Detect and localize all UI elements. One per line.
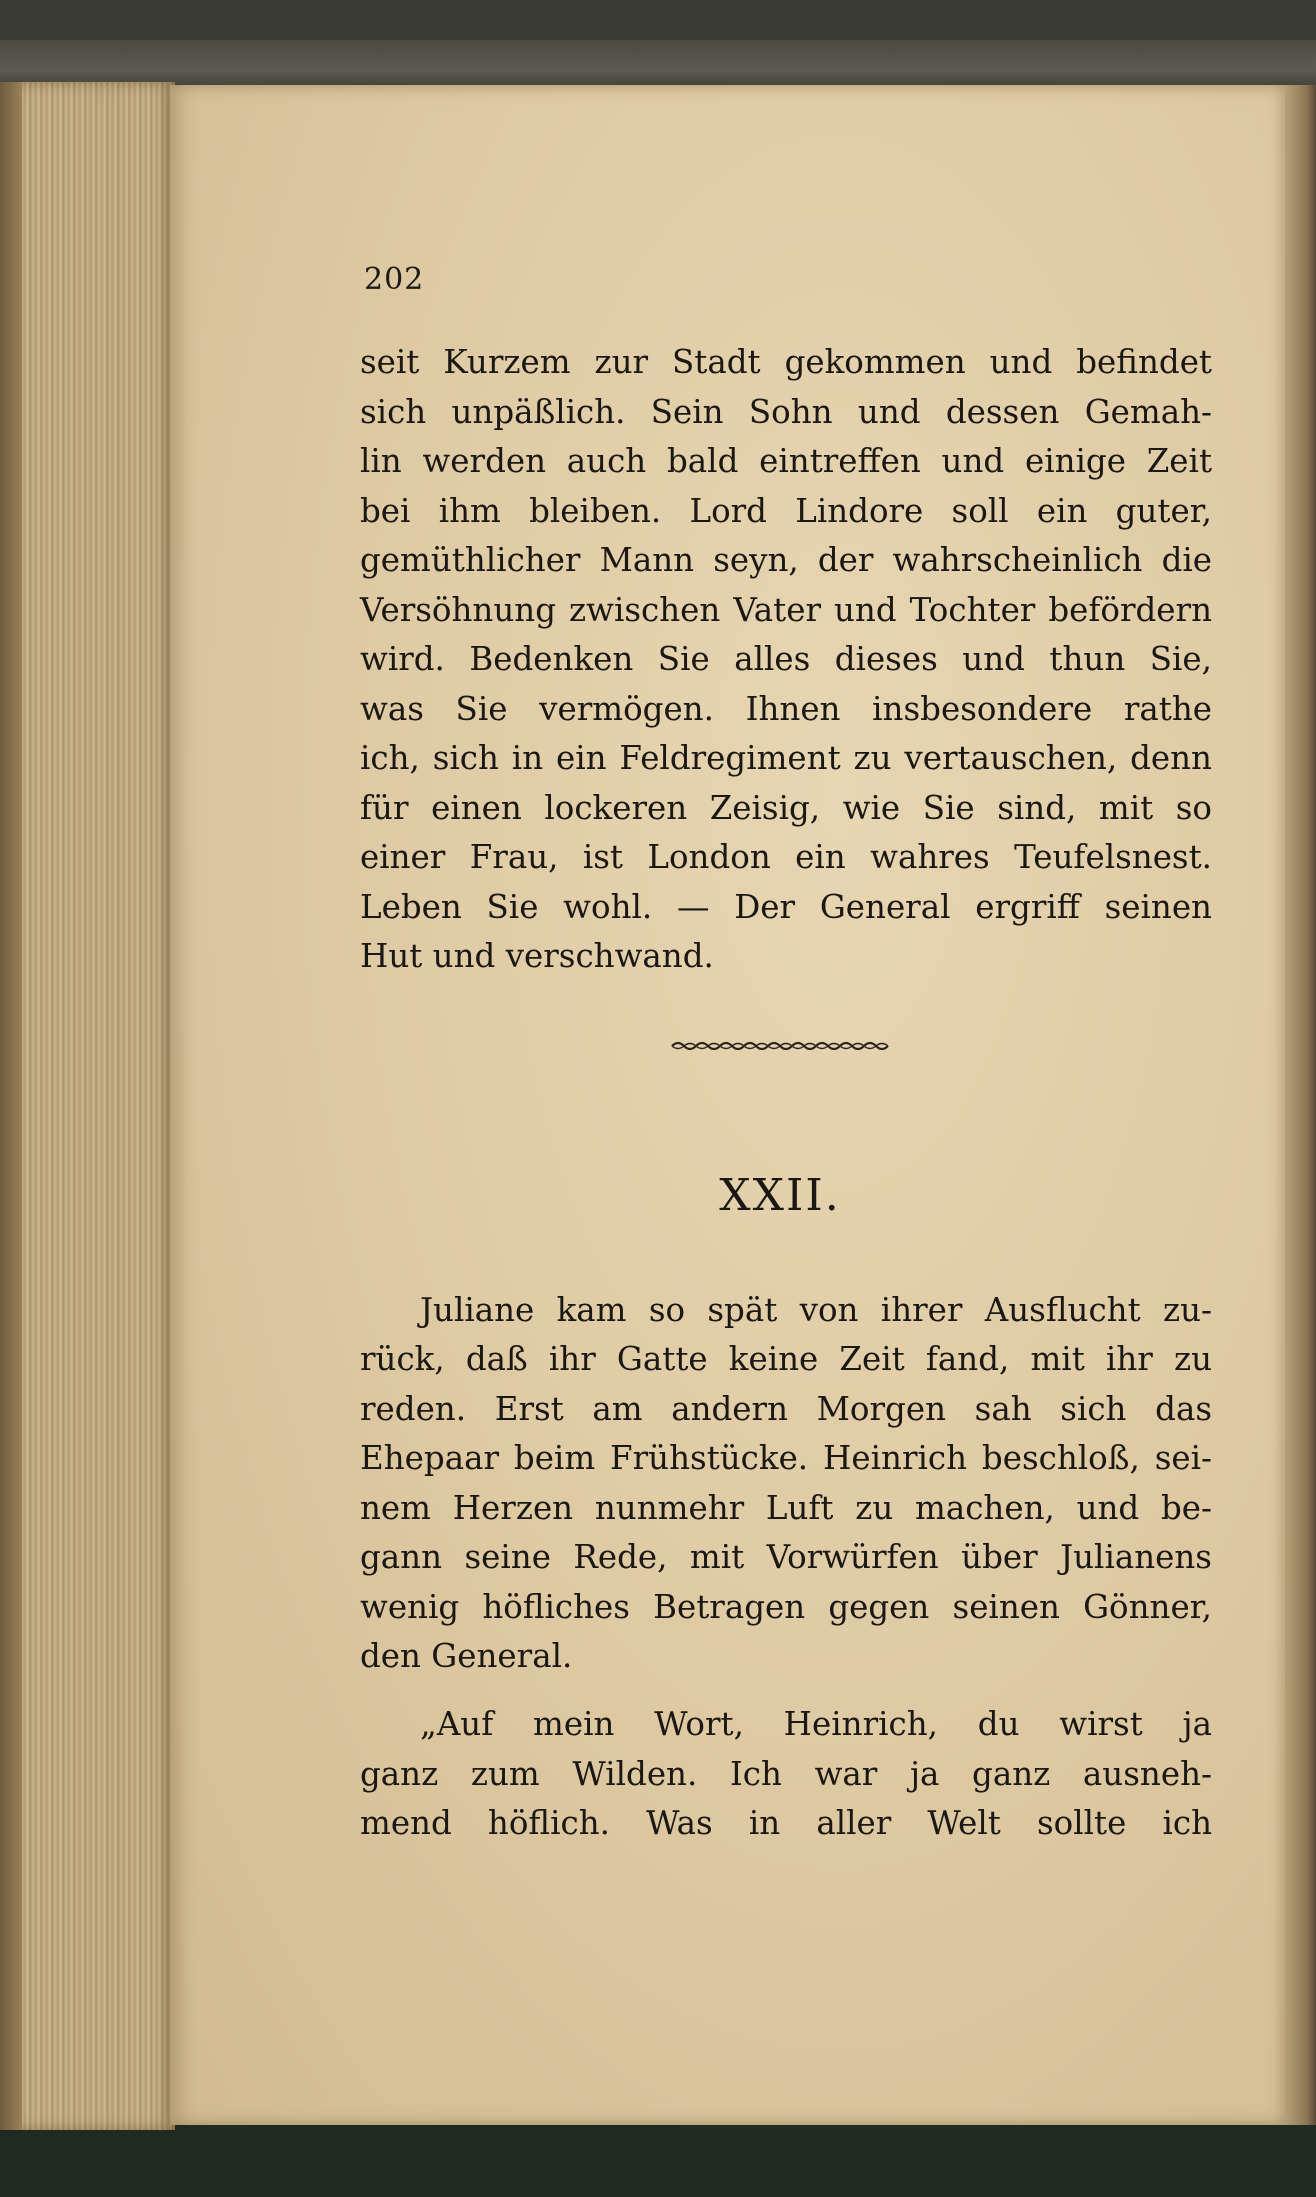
text-line: Ehepaar beim Frühstücke. Heinrich beschloß, sei- <box>360 1439 1212 1477</box>
text-line: gann seine Rede, mit Vorwürfen über Julianens <box>360 1538 1212 1576</box>
book-spine-top <box>0 40 1316 90</box>
text-line: seit Kurzem zur Stadt gekommen und befindet <box>360 343 1212 381</box>
text-line: für einen lockeren Zeisig, wie Sie sind, mit so <box>360 789 1212 827</box>
page-edges-left <box>0 82 175 2130</box>
chapter-heading: XXII. <box>719 1170 841 1221</box>
text-line: Versöhnung zwischen Vater und Tochter befördern <box>360 591 1212 629</box>
text-line: den General. <box>360 1637 573 1675</box>
text-line: wird. Bedenken Sie alles dieses und thun Sie, <box>360 640 1212 678</box>
text-line: ich, sich in ein Feldregiment zu vertauschen, denn <box>360 739 1212 777</box>
text-line: was Sie vermögen. Ihnen insbesondere rathe <box>360 690 1212 728</box>
text-line: „Auf mein Wort, Heinrich, du wirst ja <box>420 1705 1212 1743</box>
text-line: reden. Erst am andern Morgen sah sich das <box>360 1390 1212 1428</box>
text-line: einer Frau, ist London ein wahres Teufelsnest. <box>360 838 1212 876</box>
text-line: Juliane kam so spät von ihrer Ausflucht zu- <box>420 1291 1212 1329</box>
page-edge-right <box>1284 85 1316 2125</box>
text-line: gemüthlicher Mann seyn, der wahrscheinlich die <box>360 541 1212 579</box>
text-line: nem Herzen nunmehr Luft zu machen, und be- <box>360 1489 1212 1527</box>
text-line: sich unpäßlich. Sein Sohn und dessen Gemah- <box>360 393 1212 431</box>
text-line: rück, daß ihr Gatte keine Zeit fand, mit ihr zu <box>360 1340 1212 1378</box>
page-number: 202 <box>364 262 425 297</box>
text-line: wenig höfliches Betragen gegen seinen Gönner, <box>360 1588 1212 1626</box>
text-line: bei ihm bleiben. Lord Lindore soll ein guter, <box>360 492 1212 530</box>
text-line: Hut und verschwand. <box>360 937 714 975</box>
scan-bottom-background <box>0 2115 1316 2197</box>
text-line: Leben Sie wohl. — Der General ergriff seinen <box>360 888 1212 926</box>
text-line: mend höflich. Was in aller Welt sollte ich <box>360 1804 1212 1842</box>
text-line: lin werden auch bald eintreffen und einige Zeit <box>360 442 1212 480</box>
text-line: ganz zum Wilden. Ich war ja ganz ausneh- <box>360 1755 1212 1793</box>
ornament-divider <box>670 1040 892 1052</box>
